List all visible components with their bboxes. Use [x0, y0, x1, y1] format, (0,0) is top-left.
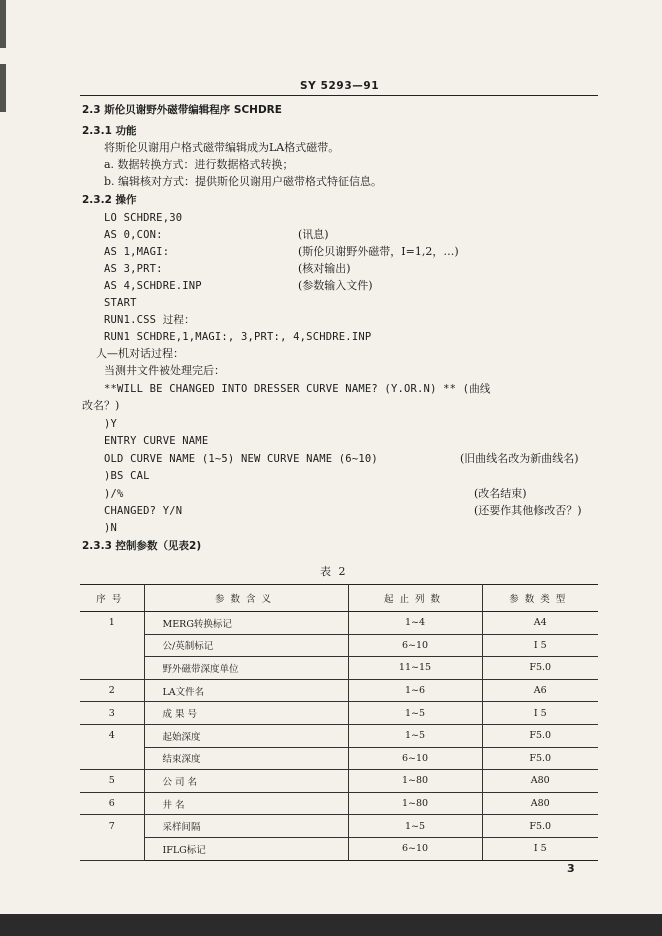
table-row — [80, 657, 598, 680]
dialog-after-text: 当测井文件被处理完后： — [104, 364, 225, 377]
page-header: SY 5293—91 — [300, 80, 380, 92]
row-meaning: 采样间隔 — [144, 815, 348, 838]
table-row — [80, 724, 598, 747]
row-meaning: 井 名 — [144, 792, 348, 815]
subsection-params-title: 2.3.3 控制参数（见表2) — [82, 540, 202, 552]
table-row — [80, 815, 598, 838]
table-row — [80, 634, 598, 657]
subsection-function-title: 2.3.1 功能 — [82, 125, 137, 137]
row-columns: 1~80 — [348, 792, 482, 815]
row-columns: 1~80 — [348, 770, 482, 793]
row-seq: 2 — [80, 679, 144, 702]
row-meaning: MERG转换标记 — [144, 612, 348, 635]
response-slash: )/% — [104, 488, 124, 500]
function-item-b: b. 编辑核对方式：提供斯伦贝谢用户磁带格式特征信息。 — [104, 175, 383, 188]
row-seq — [80, 634, 144, 657]
row-type: F5.0 — [482, 657, 598, 680]
row-seq: 4 — [80, 724, 144, 747]
old-new-curve-name: OLD CURVE NAME (1~5) NEW CURVE NAME (6~10) — [104, 453, 378, 465]
row-meaning: 公/英制标记 — [144, 634, 348, 657]
row-columns: 1~4 — [348, 612, 482, 635]
command-run1: RUN1 SCHDRE,1,MAGI:, 3,PRT:, 4,SCHDRE.INP — [104, 331, 372, 343]
table-header-row — [80, 585, 598, 612]
command-as1-note: (斯伦贝谢野外磁带，I=1,2，…) — [298, 245, 459, 258]
table-row — [80, 702, 598, 725]
table-header-type: 参数类型 — [482, 585, 598, 612]
command-as4: AS 4,SCHDRE.INP — [104, 280, 202, 292]
row-type: F5.0 — [482, 747, 598, 770]
command-as0: AS 0,CON: — [104, 229, 163, 241]
table-row — [80, 770, 598, 793]
row-seq: 7 — [80, 815, 144, 838]
scan-bottom-band — [0, 914, 662, 936]
command-as3-note: (核对输出) — [298, 262, 351, 275]
row-type: I 5 — [482, 634, 598, 657]
row-type: F5.0 — [482, 724, 598, 747]
row-seq: 5 — [80, 770, 144, 793]
row-columns: 1~5 — [348, 815, 482, 838]
page-number: 3 — [567, 862, 575, 875]
row-meaning: 起始深度 — [144, 724, 348, 747]
row-meaning: 野外磁带深度单位 — [144, 657, 348, 680]
row-type: I 5 — [482, 702, 598, 725]
row-meaning: 结束深度 — [144, 747, 348, 770]
row-meaning: LA文件名 — [144, 679, 348, 702]
row-columns: 1~6 — [348, 679, 482, 702]
row-type: A6 — [482, 679, 598, 702]
function-item-a: a. 数据转换方式：进行数据格式转换； — [104, 158, 294, 171]
table-header-seq: 序号 — [80, 585, 144, 612]
row-type: A80 — [482, 770, 598, 793]
scan-edge-mark — [0, 0, 6, 160]
table-row — [80, 747, 598, 770]
row-columns: 6~10 — [348, 747, 482, 770]
table-row — [80, 837, 598, 860]
old-new-curve-note: (旧曲线名改为新曲线名) — [460, 452, 579, 465]
row-type: F5.0 — [482, 815, 598, 838]
response-slash-note: (改名结束) — [474, 487, 527, 500]
row-seq: 3 — [80, 702, 144, 725]
header-rule — [80, 95, 598, 96]
row-meaning: 成 果 号 — [144, 702, 348, 725]
row-type: A80 — [482, 792, 598, 815]
command-as0-note: (讯息) — [298, 228, 329, 241]
command-start: START — [104, 297, 137, 309]
response-bs-cal: )BS CAL — [104, 470, 150, 482]
row-seq — [80, 747, 144, 770]
row-seq — [80, 837, 144, 860]
command-as3: AS 3,PRT: — [104, 263, 163, 275]
row-columns: 1~5 — [348, 724, 482, 747]
row-meaning: 公 司 名 — [144, 770, 348, 793]
table-row — [80, 679, 598, 702]
prompt-line-2: 改名？) — [82, 399, 120, 412]
changed-prompt: CHANGED? Y/N — [104, 505, 183, 517]
row-type: I 5 — [482, 837, 598, 860]
command-run1-css: RUN1.CSS 过程： — [104, 314, 195, 326]
response-y: )Y — [104, 418, 118, 430]
table-row — [80, 612, 598, 635]
row-columns: 6~10 — [348, 837, 482, 860]
row-columns: 6~10 — [348, 634, 482, 657]
changed-prompt-note: (还要作其他修改否？) — [474, 504, 582, 517]
row-seq: 6 — [80, 792, 144, 815]
parameter-table — [80, 584, 598, 861]
subsection-operation-title: 2.3.2 操作 — [82, 194, 137, 206]
table-header-columns: 起止列数 — [348, 585, 482, 612]
row-columns: 1~5 — [348, 702, 482, 725]
row-seq — [80, 657, 144, 680]
section-title: 2.3 斯伦贝谢野外磁带编辑程序 SCHDRE — [82, 104, 282, 116]
row-columns: 11~15 — [348, 657, 482, 680]
command-lo: LO SCHDRE,30 — [104, 212, 183, 224]
row-type: A4 — [482, 612, 598, 635]
table-header-meaning: 参数含义 — [144, 585, 348, 612]
table-row — [80, 792, 598, 815]
function-intro: 将斯伦贝谢用户格式磁带编辑成为LA格式磁带。 — [104, 141, 340, 154]
entry-curve-name: ENTRY CURVE NAME — [104, 435, 209, 447]
command-as1: AS 1,MAGI: — [104, 246, 170, 258]
command-as4-note: (参数输入文件) — [298, 279, 373, 292]
dialog-title: 人—机对话过程： — [96, 347, 184, 360]
prompt-line-1: **WILL BE CHANGED INTO DRESSER CURVE NAME? (Y.OR.N) ** (曲线 — [104, 383, 491, 395]
table-caption: 表 2 — [320, 565, 348, 578]
row-meaning: IFLG标记 — [144, 837, 348, 860]
response-n: )N — [104, 522, 118, 534]
row-seq: 1 — [80, 612, 144, 635]
